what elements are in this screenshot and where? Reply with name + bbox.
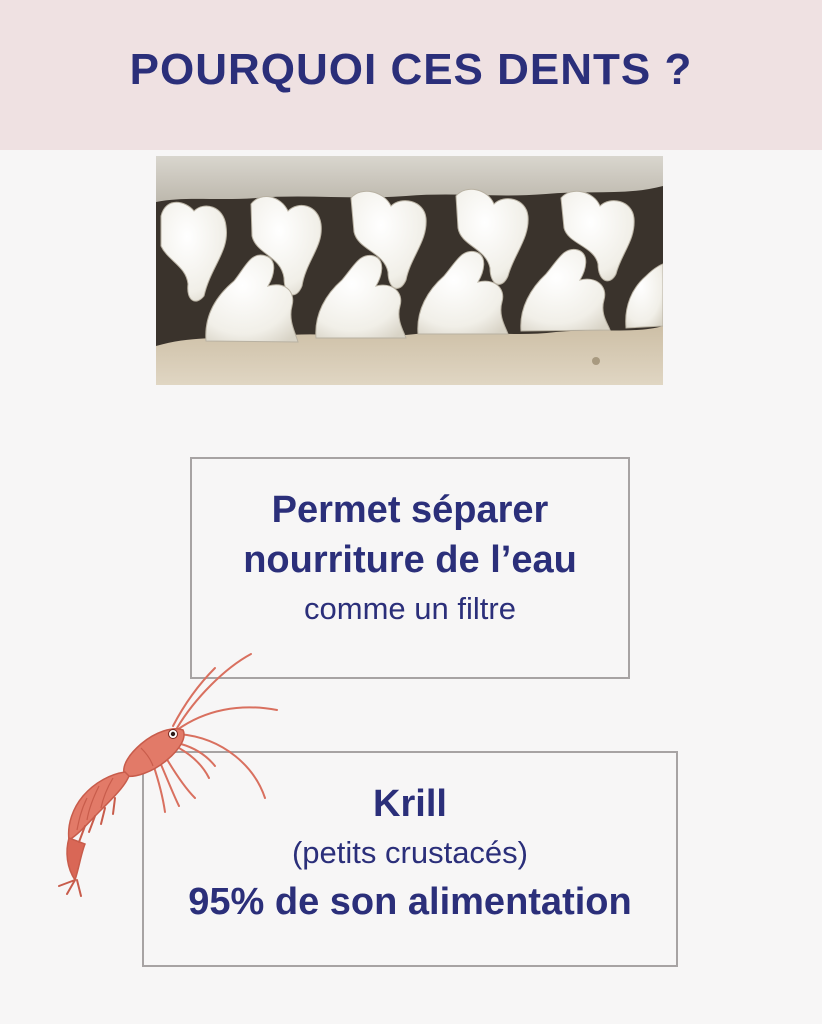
teeth-photo bbox=[156, 156, 663, 385]
krill-line-2: (petits crustacés) bbox=[291, 835, 528, 870]
filter-line-1: Permet séparer bbox=[271, 489, 549, 531]
krill-line-1: Krill bbox=[373, 783, 447, 825]
header-banner bbox=[0, 0, 822, 150]
filter-line-2: nourriture de l’eau bbox=[243, 539, 577, 581]
krill-line-3: 95% de son alimentation bbox=[188, 881, 632, 923]
filter-info-box bbox=[190, 457, 630, 679]
page-title: POURQUOI CES DENTS ? bbox=[129, 45, 693, 94]
filter-line-3: comme un filtre bbox=[304, 591, 516, 626]
krill-icon bbox=[55, 648, 295, 898]
